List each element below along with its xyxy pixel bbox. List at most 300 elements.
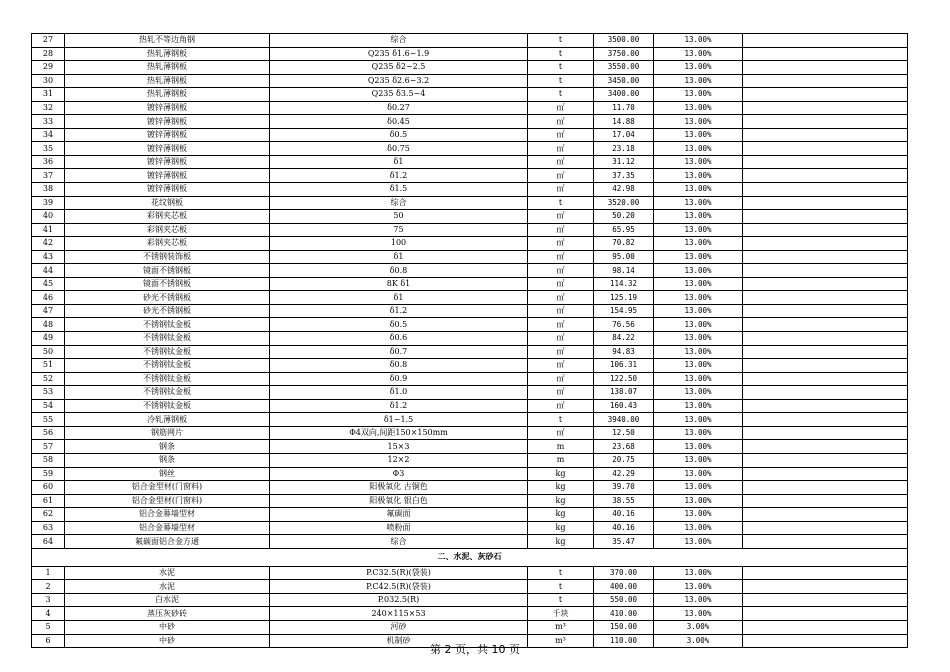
material-unit: kg <box>528 521 594 535</box>
table-row <box>32 88 908 102</box>
tax-rate: 13.00% <box>654 237 743 251</box>
tax-rate: 13.00% <box>654 566 743 580</box>
unit-price: 50.20 <box>594 210 654 224</box>
remark-cell <box>743 481 908 495</box>
material-name: 钢条 <box>65 453 270 467</box>
table-row <box>32 61 908 75</box>
material-unit: ㎡ <box>528 332 594 346</box>
row-number: 51 <box>32 359 65 373</box>
table-row <box>32 372 908 386</box>
material-name: 热轧不等边角钢 <box>65 34 270 48</box>
remark-cell <box>743 453 908 467</box>
material-unit: kg <box>528 467 594 481</box>
table-row <box>32 607 908 621</box>
tax-rate: 13.00% <box>654 210 743 224</box>
table-row <box>32 210 908 224</box>
tax-rate: 13.00% <box>654 521 743 535</box>
material-name: 铝合金幕墙型材 <box>65 521 270 535</box>
material-unit: m <box>528 453 594 467</box>
remark-cell <box>743 210 908 224</box>
row-number: 29 <box>32 61 65 75</box>
row-number: 58 <box>32 453 65 467</box>
remark-cell <box>743 169 908 183</box>
tax-rate: 13.00% <box>654 34 743 48</box>
unit-price: 35.47 <box>594 535 654 549</box>
unit-price: 94.83 <box>594 345 654 359</box>
table-row <box>32 183 908 197</box>
row-number: 62 <box>32 508 65 522</box>
material-spec: δ0.5 <box>270 318 528 332</box>
unit-price: 154.95 <box>594 304 654 318</box>
tax-rate: 13.00% <box>654 61 743 75</box>
row-number: 49 <box>32 332 65 346</box>
material-name: 热轧薄钢板 <box>65 47 270 61</box>
unit-price: 11.70 <box>594 101 654 115</box>
remark-cell <box>743 372 908 386</box>
material-name: 热轧薄钢板 <box>65 74 270 88</box>
table-row <box>32 535 908 549</box>
row-number: 3 <box>32 593 65 607</box>
unit-price: 160.43 <box>594 399 654 413</box>
row-number: 42 <box>32 237 65 251</box>
unit-price: 84.22 <box>594 332 654 346</box>
material-unit: ㎡ <box>528 386 594 400</box>
material-unit: ㎡ <box>528 237 594 251</box>
row-number: 50 <box>32 345 65 359</box>
tax-rate: 13.00% <box>654 440 743 454</box>
table-row <box>32 101 908 115</box>
material-name: 镀锌薄钢板 <box>65 101 270 115</box>
tax-rate: 13.00% <box>654 467 743 481</box>
table-row <box>32 223 908 237</box>
remark-cell <box>743 566 908 580</box>
tax-rate: 13.00% <box>654 291 743 305</box>
table-row <box>32 413 908 427</box>
tax-rate: 13.00% <box>654 386 743 400</box>
material-spec: Q235 δ3.5~4 <box>270 88 528 102</box>
row-number: 45 <box>32 277 65 291</box>
remark-cell <box>743 223 908 237</box>
material-spec: δ1.2 <box>270 304 528 318</box>
tax-rate: 13.00% <box>654 88 743 102</box>
remark-cell <box>743 115 908 129</box>
table-row <box>32 142 908 156</box>
unit-price: 23.18 <box>594 142 654 156</box>
material-spec: Q235 δ2~2.5 <box>270 61 528 75</box>
table-row <box>32 467 908 481</box>
material-spec: P.032.5(R) <box>270 593 528 607</box>
unit-price: 125.19 <box>594 291 654 305</box>
table-row <box>32 291 908 305</box>
remark-cell <box>743 521 908 535</box>
remark-cell <box>743 277 908 291</box>
unit-price: 38.55 <box>594 494 654 508</box>
material-name: 钢丝 <box>65 467 270 481</box>
material-spec: δ0.8 <box>270 264 528 278</box>
material-name: 花纹钢板 <box>65 196 270 210</box>
material-spec: Φ4双向,间距150×150mm <box>270 426 528 440</box>
material-unit: ㎡ <box>528 318 594 332</box>
unit-price: 31.12 <box>594 155 654 169</box>
material-spec: Φ3 <box>270 467 528 481</box>
material-name: 铝合金型材(门窗料) <box>65 481 270 495</box>
unit-price: 65.95 <box>594 223 654 237</box>
unit-price: 3940.00 <box>594 413 654 427</box>
remark-cell <box>743 318 908 332</box>
tax-rate: 13.00% <box>654 399 743 413</box>
tax-rate: 13.00% <box>654 183 743 197</box>
material-spec: 阳极氧化 银白色 <box>270 494 528 508</box>
tax-rate: 13.00% <box>654 580 743 594</box>
table-row <box>32 264 908 278</box>
material-name: 热轧薄钢板 <box>65 88 270 102</box>
material-unit: ㎡ <box>528 142 594 156</box>
material-unit: ㎡ <box>528 359 594 373</box>
table-row <box>32 426 908 440</box>
table-row <box>32 566 908 580</box>
table-row <box>32 399 908 413</box>
material-name: 白水泥 <box>65 593 270 607</box>
section-header <box>32 548 908 566</box>
material-unit: ㎡ <box>528 155 594 169</box>
material-name: 不锈钢钛金板 <box>65 345 270 359</box>
remark-cell <box>743 508 908 522</box>
remark-cell <box>743 142 908 156</box>
page-footer: 第 2 页，共 10 页 <box>430 643 520 656</box>
table-row <box>32 359 908 373</box>
table-row <box>32 620 908 634</box>
material-unit: ㎡ <box>528 426 594 440</box>
material-unit: t <box>528 88 594 102</box>
unit-price: 17.04 <box>594 128 654 142</box>
material-name: 冷轧薄钢板 <box>65 413 270 427</box>
material-unit: ㎡ <box>528 223 594 237</box>
material-unit: m <box>528 440 594 454</box>
material-unit: t <box>528 61 594 75</box>
unit-price: 40.16 <box>594 508 654 522</box>
unit-price: 550.00 <box>594 593 654 607</box>
tax-rate: 13.00% <box>654 196 743 210</box>
material-name: 氟碳面铝合金方通 <box>65 535 270 549</box>
table-row <box>32 580 908 594</box>
remark-cell <box>743 345 908 359</box>
tax-rate: 13.00% <box>654 318 743 332</box>
row-number: 33 <box>32 115 65 129</box>
material-spec: 8K δ1 <box>270 277 528 291</box>
material-unit: ㎡ <box>528 101 594 115</box>
table-row <box>32 318 908 332</box>
material-name: 铝合金型材(门窗料) <box>65 494 270 508</box>
tax-rate: 13.00% <box>654 494 743 508</box>
tax-rate: 13.00% <box>654 535 743 549</box>
tax-rate: 13.00% <box>654 345 743 359</box>
material-spec: Q235 δ2.6~3.2 <box>270 74 528 88</box>
material-name: 钢条 <box>65 440 270 454</box>
material-name: 砂光不锈钢板 <box>65 291 270 305</box>
table-row <box>32 481 908 495</box>
remark-cell <box>743 426 908 440</box>
price-table <box>31 33 908 648</box>
material-unit: ㎡ <box>528 210 594 224</box>
row-number: 2 <box>32 580 65 594</box>
tax-rate: 13.00% <box>654 332 743 346</box>
material-spec: 氟碳面 <box>270 508 528 522</box>
material-name: 砂光不锈钢板 <box>65 304 270 318</box>
price-sheet <box>31 33 907 648</box>
remark-cell <box>743 607 908 621</box>
material-spec: Q235 δ1.6~1.9 <box>270 47 528 61</box>
material-unit: ㎡ <box>528 277 594 291</box>
tax-rate: 13.00% <box>654 277 743 291</box>
material-unit: ㎡ <box>528 115 594 129</box>
table-row <box>32 74 908 88</box>
table-row <box>32 593 908 607</box>
tax-rate: 13.00% <box>654 426 743 440</box>
remark-cell <box>743 359 908 373</box>
material-unit: ㎡ <box>528 372 594 386</box>
row-number: 47 <box>32 304 65 318</box>
material-spec: 机制砂 <box>270 634 528 648</box>
material-unit: ㎡ <box>528 128 594 142</box>
remark-cell <box>743 304 908 318</box>
row-number: 44 <box>32 264 65 278</box>
unit-price: 3520.00 <box>594 196 654 210</box>
unit-price: 110.00 <box>594 634 654 648</box>
material-spec: P.C42.5(R)(袋装) <box>270 580 528 594</box>
remark-cell <box>743 399 908 413</box>
row-number: 28 <box>32 47 65 61</box>
tax-rate: 13.00% <box>654 169 743 183</box>
tax-rate: 13.00% <box>654 155 743 169</box>
unit-price: 138.07 <box>594 386 654 400</box>
material-spec: δ0.75 <box>270 142 528 156</box>
unit-price: 42.29 <box>594 467 654 481</box>
tax-rate: 13.00% <box>654 593 743 607</box>
material-spec: 综合 <box>270 34 528 48</box>
material-name: 镀锌薄钢板 <box>65 183 270 197</box>
table-row <box>32 453 908 467</box>
material-unit: ㎡ <box>528 169 594 183</box>
material-spec: δ1.0 <box>270 386 528 400</box>
unit-price: 70.82 <box>594 237 654 251</box>
section-row <box>32 548 908 566</box>
remark-cell <box>743 47 908 61</box>
material-unit: t <box>528 413 594 427</box>
tax-rate: 13.00% <box>654 115 743 129</box>
material-spec: 12×2 <box>270 453 528 467</box>
table-row <box>32 169 908 183</box>
unit-price: 3550.00 <box>594 61 654 75</box>
material-spec: δ0.8 <box>270 359 528 373</box>
material-name: 热轧薄钢板 <box>65 61 270 75</box>
table-row <box>32 386 908 400</box>
tax-rate: 13.00% <box>654 128 743 142</box>
material-unit: t <box>528 593 594 607</box>
unit-price: 39.70 <box>594 481 654 495</box>
tax-rate: 13.00% <box>654 250 743 264</box>
unit-price: 410.00 <box>594 607 654 621</box>
material-name: 水泥 <box>65 566 270 580</box>
material-name: 钢筋网片 <box>65 426 270 440</box>
row-number: 40 <box>32 210 65 224</box>
unit-price: 76.56 <box>594 318 654 332</box>
unit-price: 370.00 <box>594 566 654 580</box>
material-name: 彩钢夹芯板 <box>65 223 270 237</box>
material-name: 不锈钢钛金板 <box>65 399 270 413</box>
tax-rate: 13.00% <box>654 47 743 61</box>
row-number: 64 <box>32 535 65 549</box>
row-number: 34 <box>32 128 65 142</box>
table-row <box>32 47 908 61</box>
table-row <box>32 332 908 346</box>
material-spec: 阳极氧化 古铜色 <box>270 481 528 495</box>
material-unit: kg <box>528 508 594 522</box>
remark-cell <box>743 620 908 634</box>
unit-price: 20.75 <box>594 453 654 467</box>
row-number: 52 <box>32 372 65 386</box>
material-spec: 综合 <box>270 535 528 549</box>
tax-rate: 13.00% <box>654 223 743 237</box>
material-unit: t <box>528 34 594 48</box>
remark-cell <box>743 593 908 607</box>
row-number: 43 <box>32 250 65 264</box>
material-name: 蒸压灰砂砖 <box>65 607 270 621</box>
row-number: 57 <box>32 440 65 454</box>
row-number: 60 <box>32 481 65 495</box>
material-spec: 15×3 <box>270 440 528 454</box>
remark-cell <box>743 440 908 454</box>
unit-price: 42.98 <box>594 183 654 197</box>
remark-cell <box>743 264 908 278</box>
remark-cell <box>743 34 908 48</box>
material-unit: m³ <box>528 620 594 634</box>
material-spec: δ1 <box>270 250 528 264</box>
material-name: 彩钢夹芯板 <box>65 210 270 224</box>
material-unit: ㎡ <box>528 264 594 278</box>
table-body-bottom <box>32 566 908 647</box>
row-number: 31 <box>32 88 65 102</box>
row-number: 6 <box>32 634 65 648</box>
material-unit: kg <box>528 481 594 495</box>
material-spec: 河砂 <box>270 620 528 634</box>
table-row <box>32 277 908 291</box>
material-name: 不锈钢钛金板 <box>65 318 270 332</box>
row-number: 63 <box>32 521 65 535</box>
material-name: 镀锌薄钢板 <box>65 128 270 142</box>
unit-price: 37.35 <box>594 169 654 183</box>
material-unit: t <box>528 74 594 88</box>
row-number: 27 <box>32 34 65 48</box>
unit-price: 98.14 <box>594 264 654 278</box>
material-unit: ㎡ <box>528 250 594 264</box>
material-unit: t <box>528 566 594 580</box>
material-spec: δ1.2 <box>270 399 528 413</box>
material-unit: kg <box>528 535 594 549</box>
material-name: 中砂 <box>65 620 270 634</box>
row-number: 38 <box>32 183 65 197</box>
table-row <box>32 115 908 129</box>
material-spec: 综合 <box>270 196 528 210</box>
unit-price: 23.68 <box>594 440 654 454</box>
unit-price: 95.00 <box>594 250 654 264</box>
material-name: 不锈钢钛金板 <box>65 332 270 346</box>
remark-cell <box>743 386 908 400</box>
table-row <box>32 250 908 264</box>
table-row <box>32 521 908 535</box>
tax-rate: 13.00% <box>654 304 743 318</box>
table-row <box>32 440 908 454</box>
material-unit: ㎡ <box>528 183 594 197</box>
remark-cell <box>743 101 908 115</box>
material-unit: ㎡ <box>528 304 594 318</box>
row-number: 36 <box>32 155 65 169</box>
tax-rate: 13.00% <box>654 508 743 522</box>
material-spec: P.C32.5(R)(袋装) <box>270 566 528 580</box>
material-spec: 喷粉面 <box>270 521 528 535</box>
table-row <box>32 237 908 251</box>
table-row <box>32 155 908 169</box>
material-spec: δ1 <box>270 291 528 305</box>
material-unit: ㎡ <box>528 291 594 305</box>
material-unit: kg <box>528 494 594 508</box>
row-number: 59 <box>32 467 65 481</box>
material-spec: 75 <box>270 223 528 237</box>
tax-rate: 3.00% <box>654 634 743 648</box>
table-row <box>32 196 908 210</box>
remark-cell <box>743 196 908 210</box>
row-number: 53 <box>32 386 65 400</box>
remark-cell <box>743 494 908 508</box>
remark-cell <box>743 580 908 594</box>
remark-cell <box>743 250 908 264</box>
material-name: 镀锌薄钢板 <box>65 115 270 129</box>
material-name: 镜面不锈钢板 <box>65 277 270 291</box>
remark-cell <box>743 183 908 197</box>
remark-cell <box>743 74 908 88</box>
material-name: 不锈钢装饰板 <box>65 250 270 264</box>
material-name: 铝合金幕墙型材 <box>65 508 270 522</box>
material-name: 不锈钢钛金板 <box>65 372 270 386</box>
unit-price: 400.00 <box>594 580 654 594</box>
unit-price: 40.16 <box>594 521 654 535</box>
tax-rate: 13.00% <box>654 413 743 427</box>
tax-rate: 13.00% <box>654 74 743 88</box>
material-spec: δ0.5 <box>270 128 528 142</box>
tax-rate: 13.00% <box>654 372 743 386</box>
unit-price: 12.50 <box>594 426 654 440</box>
material-spec: δ0.45 <box>270 115 528 129</box>
material-name: 不锈钢钛金板 <box>65 386 270 400</box>
table-row <box>32 34 908 48</box>
material-unit: ㎡ <box>528 399 594 413</box>
tax-rate: 13.00% <box>654 359 743 373</box>
material-name: 镀锌薄钢板 <box>65 155 270 169</box>
unit-price: 14.88 <box>594 115 654 129</box>
table-row <box>32 345 908 359</box>
material-spec: δ1.5 <box>270 183 528 197</box>
row-number: 37 <box>32 169 65 183</box>
material-name: 不锈钢钛金板 <box>65 359 270 373</box>
remark-cell <box>743 332 908 346</box>
material-unit: 千块 <box>528 607 594 621</box>
material-unit: ㎡ <box>528 345 594 359</box>
unit-price: 150.00 <box>594 620 654 634</box>
unit-price: 3500.00 <box>594 34 654 48</box>
material-name: 彩钢夹芯板 <box>65 237 270 251</box>
table-row <box>32 304 908 318</box>
tax-rate: 13.00% <box>654 101 743 115</box>
remark-cell <box>743 155 908 169</box>
